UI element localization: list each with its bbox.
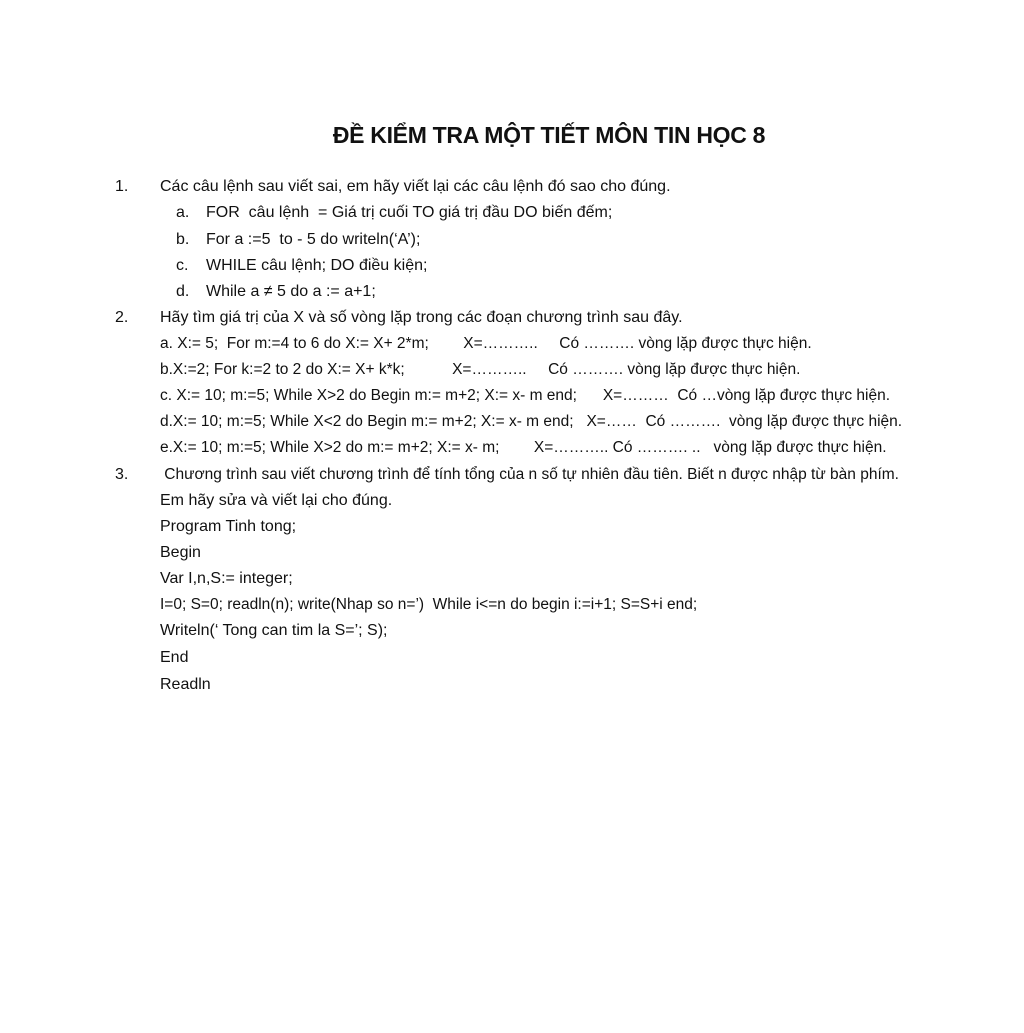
- q2-item-b: b.X:=2; For k:=2 to 2 do X:= X+ k*k; X=……….. Có ………. vòng lặp được thực hiện.: [160, 361, 801, 378]
- q1-item-c-text: WHILE câu lệnh; DO điều kiện;: [206, 257, 428, 274]
- question-2-text: Hãy tìm giá trị của X và số vòng lặp trong các đoạn chương trình sau đây.: [160, 309, 683, 326]
- q1-item-a-label: a.: [176, 204, 190, 221]
- question-3-number: 3.: [115, 466, 129, 483]
- q3-code-line-5: Writeln(‘ Tong can tim la S=’; S);: [160, 622, 388, 639]
- q3-code-line-3: Var I,n,S:= integer;: [160, 570, 293, 587]
- q2-item-c: c. X:= 10; m:=5; While X>2 do Begin m:= m+2; X:= x- m end; X=……… Có …vòng lặp được thực hiện.: [160, 387, 891, 404]
- q3-line-2: Em hãy sửa và viết lại cho đúng.: [160, 492, 393, 509]
- q1-item-b-label: b.: [176, 231, 190, 248]
- page-title: ĐỀ KIỂM TRA MỘT TIẾT MÔN TIN HỌC 8: [332, 122, 766, 148]
- q3-line-1: Chương trình sau viết chương trình để tính tổng của n số tự nhiên đầu tiên. Biết n được nhập từ bàn phím.: [160, 466, 899, 483]
- q3-code-line-4: I=0; S=0; readln(n); write(Nhap so n=’) While i<=n do begin i:=i+1; S=S+i end;: [160, 596, 698, 613]
- q1-item-c-label: c.: [176, 257, 189, 274]
- q3-code-line-1: Program Tinh tong;: [160, 518, 297, 535]
- q1-item-b-text: For a :=5 to - 5 do writeln(‘A’);: [206, 231, 421, 248]
- q2-item-a: a. X:= 5; For m:=4 to 6 do X:= X+ 2*m; X=……….. Có ………. vòng lặp được thực hiện.: [160, 335, 812, 352]
- q1-item-d-text: While a ≠ 5 do a := a+1;: [206, 283, 376, 300]
- q2-item-e: e.X:= 10; m:=5; While X>2 do m:= m+2; X:= x- m; X=……….. Có ………. .. vòng lặp được thực hiện.: [160, 439, 887, 456]
- q3-code-line-6: End: [160, 649, 189, 666]
- q1-item-a-text: FOR câu lệnh = Giá trị cuối TO giá trị đầu DO biến đếm;: [206, 204, 613, 221]
- q3-code-line-2: Begin: [160, 544, 201, 561]
- question-2-number: 2.: [115, 309, 129, 326]
- q2-item-d: d.X:= 10; m:=5; While X<2 do Begin m:= m+2; X:= x- m end; X=…… Có ………. vòng lặp được thực hiện.: [160, 413, 903, 430]
- q3-code-line-7: Readln: [160, 676, 211, 693]
- question-1-text: Các câu lệnh sau viết sai, em hãy viết lại các câu lệnh đó sao cho đúng.: [160, 178, 671, 195]
- question-1-number: 1.: [115, 178, 129, 195]
- q1-item-d-label: d.: [176, 283, 190, 300]
